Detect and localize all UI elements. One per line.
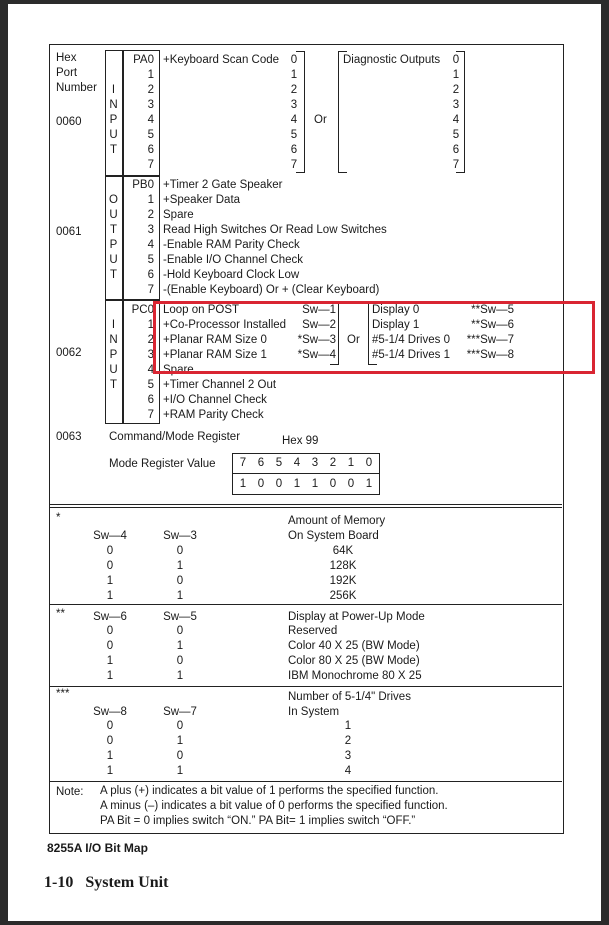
bit-position-row: 7 6 5 4 3 2 1 0 xyxy=(239,457,373,469)
drives-table-title: Number of 5-1/4" Drives In System xyxy=(288,691,411,718)
pb-bits: PB0 1 2 3 4 5 6 7 xyxy=(132,179,154,296)
memory-col1-header: Sw—4 xyxy=(93,530,127,542)
hex-port-number-label: Hex Port Number xyxy=(56,52,97,94)
figure-caption: 8255A I/O Bit Map xyxy=(47,841,148,855)
pc-descriptions: Loop on POST +Co-Processor Installed +Planar RAM Size 0 +Planar RAM Size 1 Spare +Timer Channel 2 Out +I/O Channel Check +RAM Parity Check xyxy=(163,304,287,421)
drives-table-marker: *** xyxy=(56,688,70,700)
drives-col2-values: 0 1 0 1 xyxy=(176,720,184,777)
document-page xyxy=(8,4,601,921)
mode-register-value-label: Mode Register Value xyxy=(109,458,216,470)
memory-table-marker: * xyxy=(56,512,61,524)
drives-count-values: 1 2 3 4 xyxy=(344,720,352,777)
port-0063: 0063 xyxy=(56,431,82,443)
diagnostic-bracket-left xyxy=(338,51,339,172)
memory-amount-values: 64K 128K 192K 256K xyxy=(329,545,357,602)
keyboard-scan-code-label: +Keyboard Scan Code xyxy=(163,54,280,66)
memory-col1-values: 0 0 1 1 xyxy=(106,545,114,602)
hex-99-label: Hex 99 xyxy=(282,435,319,447)
display-col1-values: 0 0 1 1 xyxy=(106,625,114,682)
display-table-title: Display at Power-Up Mode xyxy=(288,611,425,623)
bit-value-row: 1 0 0 1 1 0 0 1 xyxy=(239,478,373,490)
port-0060: 0060 xyxy=(56,116,82,128)
pa-bits: PA0 1 2 3 4 5 6 7 xyxy=(133,54,154,171)
section-divider xyxy=(50,504,562,505)
display-col1-header: Sw—6 xyxy=(93,611,127,623)
pc-io-letters: I N P U T xyxy=(109,319,118,391)
page-footer: 1-10 System Unit xyxy=(44,874,169,891)
pa-io-letters: I N P U T xyxy=(109,84,118,156)
note-lines: A plus (+) indicates a bit value of 1 performs the specified function. A minus (–) indicates a bit value of 0 performs the specified function. PA Bit = 0 implies switch “ON.” PA Bit= 1 implies switch “OFF.” xyxy=(100,785,448,827)
pb-io-letters: O U T P U T xyxy=(109,194,118,281)
drives-col2-header: Sw—7 xyxy=(163,706,197,718)
diagnostic-bracket-right xyxy=(464,51,465,172)
memory-col2-header: Sw—3 xyxy=(163,530,197,542)
memory-table-title: Amount of Memory On System Board xyxy=(288,515,386,542)
scan-code-bits: 0 1 2 3 4 5 6 7 xyxy=(290,54,298,171)
table-divider xyxy=(50,604,562,605)
pb-descriptions: +Timer 2 Gate Speaker +Speaker Data Spare Read High Switches Or Read Low Switches -Enable RAM Parity Check -Enable I/O Channel Check -Hold Keyboard Clock Low -(Enable Keyboard) Or + (Clear Keyboard) xyxy=(163,179,387,296)
pc-bits: PC0 1 2 3 4 5 6 7 xyxy=(131,304,154,421)
note-label: Note: xyxy=(56,786,84,798)
port-0062: 0062 xyxy=(56,347,82,359)
display-table-marker: ** xyxy=(56,608,65,620)
diagnostic-outputs-label: Diagnostic Outputs xyxy=(343,54,441,66)
pa-or-label: Or xyxy=(314,114,327,126)
port-0061: 0061 xyxy=(56,226,82,238)
diagnostic-bits: 0 1 2 3 4 5 6 7 xyxy=(452,54,460,171)
display-col2-values: 0 1 0 1 xyxy=(176,625,184,682)
command-mode-register-label: Command/Mode Register xyxy=(109,431,241,443)
pc-alt-switches: **Sw—5 **Sw—6 ***Sw—7 ***Sw—8 xyxy=(466,304,514,361)
highlight-box xyxy=(153,301,595,374)
pc-alt-descriptions: Display 0 Display 1 #5-1/4 Drives 0 #5-1/4 Drives 1 xyxy=(372,304,450,361)
memory-col2-values: 0 1 0 1 xyxy=(176,545,184,602)
pc-or-label: Or xyxy=(347,334,360,346)
drives-col1-header: Sw—8 xyxy=(93,706,127,718)
pc-switches: Sw—1 Sw—2 *Sw—3 *Sw—4 xyxy=(297,304,336,361)
display-col2-header: Sw—5 xyxy=(163,611,197,623)
display-mode-values: Reserved Color 40 X 25 (BW Mode) Color 80 X 25 (BW Mode) IBM Monochrome 80 X 25 xyxy=(288,625,422,682)
drives-col1-values: 0 0 1 1 xyxy=(106,720,114,777)
scan-code-bracket xyxy=(304,51,305,172)
